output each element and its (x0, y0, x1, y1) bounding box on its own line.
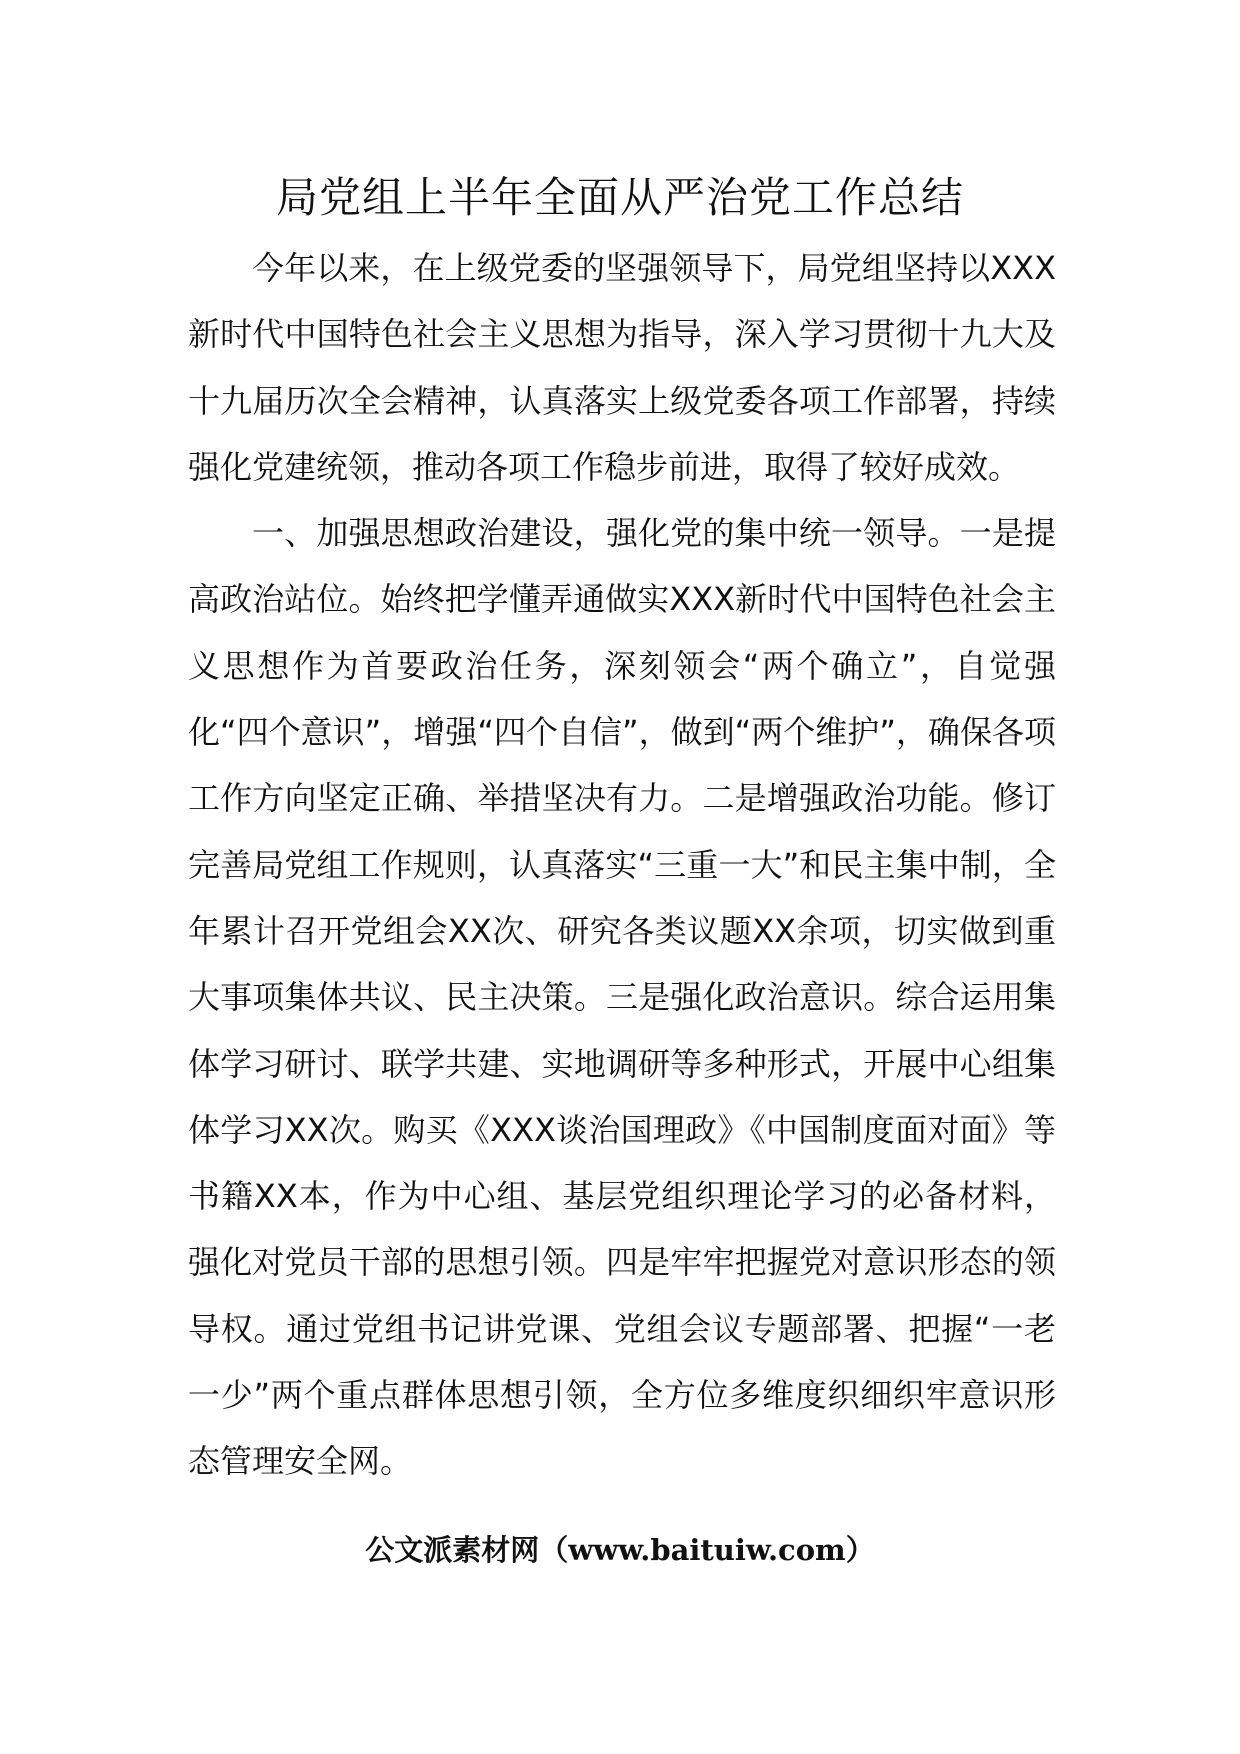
intro-paragraph: 今年以来，在上级党委的坚强领导下，局党组坚持以XXX新时代中国特色社会主义思想为指导，深入学习贯彻十九大及十九届历次全会精神，认真落实上级党委各项工作部署，持续强化党建统领，推动各项工作稳步前进，取得了较好成效。 (188, 249, 1056, 486)
document-body (188, 235, 1056, 1495)
section-one-paragraph: 一、加强思想政治建设，强化党的集中统一领导。一是提高政治站位。始终把学懂弄通做实XXX新时代中国特色社会主义思想作为首要政治任务，深刻领会“两个确立”，自觉强化“四个意识”，增强“四个自信”，做到“两个维护”，确保各项工作方向坚定正确、举措坚决有力。二是增强政治功能。修订完善局党组工作规则，认真落实“三重一大”和民主集中制，全年累计召开党组会XX次、研究各类议题XX余项，切实做到重大事项集体共议、民主决策。三是强化政治意识。综合运用集体学习研讨、联学共建、实地调研等多种形式，开展中心组集体学习XX次。购买《XXX谈治国理政》《中国制度面对面》等书籍XX本，作为中心组、基层党组织理论学习的必备材料，强化对党员干部的思想引领。四是牢牢把握党对意识形态的领导权。通过党组书记讲党课、党组会议专题部署、把握“一老一少”两个重点群体思想引领，全方位多维度织细织牢意识形态管理安全网。 (188, 514, 1056, 1481)
document-title: 局党组上半年全面从严治党工作总结 (275, 173, 964, 222)
source-watermark-footer: 公文派素材网（www.baituiw.com） (365, 1533, 875, 1567)
